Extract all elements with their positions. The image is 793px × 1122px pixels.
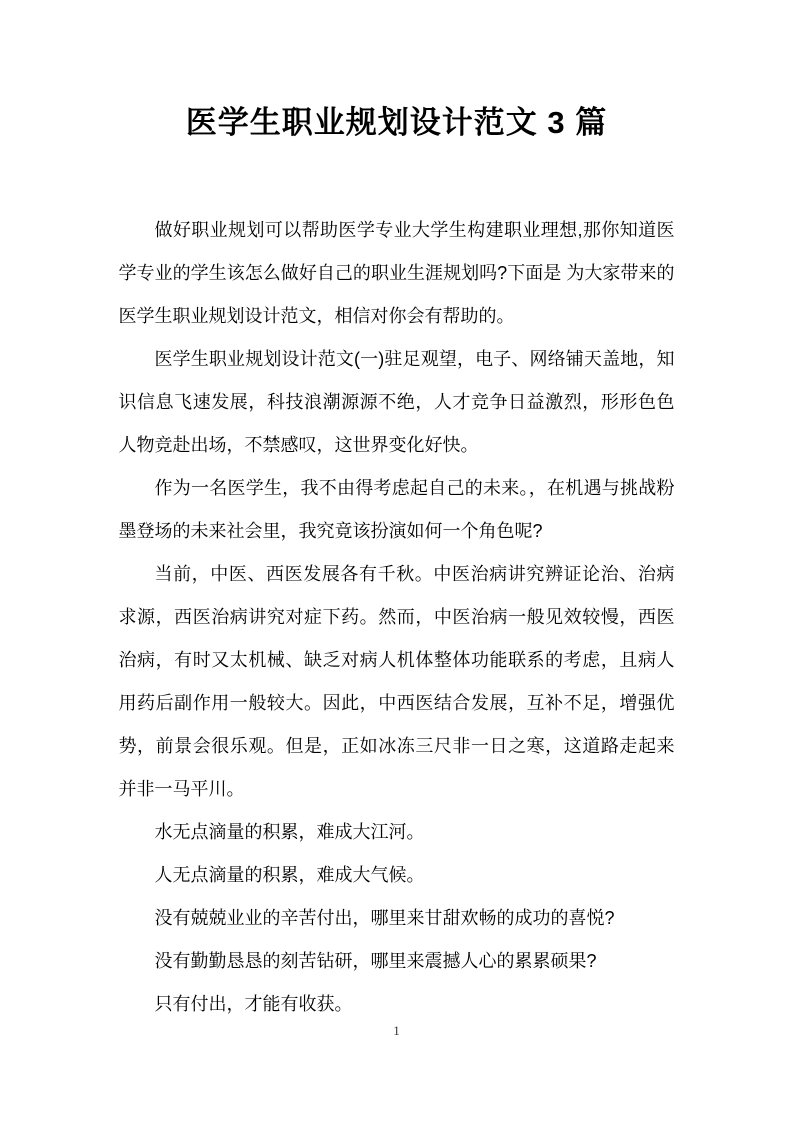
page-footer: [0, 1022, 793, 1040]
paragraph-harvest: 只有付出，才能有收获。: [154, 994, 353, 1014]
document-title: 医学生职业规划设计范文 3 篇: [185, 105, 608, 140]
paragraph-intro: 做好职业规划可以帮助医学专业大学生构建职业理想,那你知道医学专业的学生该怎么做好自己的职业生涯规划吗?下面是 为大家带来的医学生职业规划设计范文，相信对你会有帮助的。: [118, 220, 675, 326]
paragraph-river: 水无点滴量的积累，难成大江河。: [154, 822, 425, 842]
paragraph-diligence: 没有勤勤恳恳的刻苦钻研，哪里来震撼人心的累累硕果?: [154, 951, 597, 971]
paragraph-medicine: 当前，中医、西医发展各有千秋。中医治病讲究辨证论治、治病求源，西医治病讲究对症下药。然而，中医治病一般见效较慢，西医治病，有时又太机械、缺乏对病人机体整体功能联系的考虑，且病人用药后副作用一般较大。因此，中西医结合发展，互补不足，增强优势，前景会很乐观。但是，正如冰冻三尺非一日之寒，这道路走起来并非一马平川。: [118, 564, 675, 799]
paragraph-role: 作为一名医学生，我不由得考虑起自己的未来。，在机遇与挑战粉墨登场的未来社会里，我究竟该扮演如何一个角色呢?: [118, 478, 675, 541]
paragraph-climate: 人无点滴量的积累，难成大气候。: [154, 865, 425, 885]
paragraph-essay1: 医学生职业规划设计范文(一)驻足观望，电子、网络铺天盖地，知识信息飞速发展，科技浪潮源源不绝，人才竞争日益激烈，形形色色人物竞赴出场，不禁感叹，这世界变化好快。: [118, 349, 675, 455]
page-number: 1: [393, 1023, 400, 1038]
document-body: [119, 209, 675, 1026]
paragraph-effort: 没有兢兢业业的辛苦付出，哪里来甘甜欢畅的成功的喜悦?: [154, 908, 615, 928]
